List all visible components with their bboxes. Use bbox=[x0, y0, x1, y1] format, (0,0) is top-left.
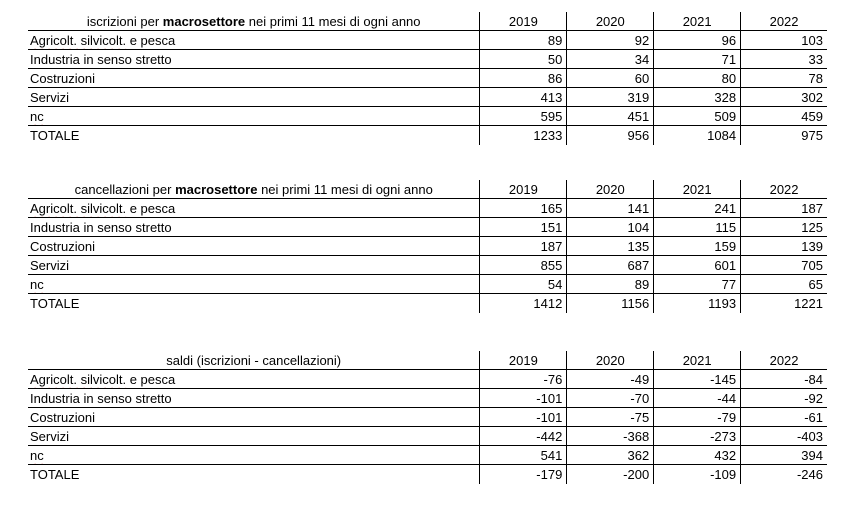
row-label: Industria in senso stretto bbox=[30, 220, 172, 235]
cell-value: 86 bbox=[479, 69, 566, 87]
table-total-row bbox=[28, 126, 827, 145]
cell-value: -92 bbox=[740, 389, 827, 407]
cell-value: -44 bbox=[653, 389, 740, 407]
cell-value: 855 bbox=[479, 256, 566, 274]
cell-value: 687 bbox=[566, 256, 653, 274]
row-label: TOTALE bbox=[30, 128, 80, 143]
table-title: cancellazioni per macrosettore nei primi 11 mesi di ogni anno bbox=[74, 182, 433, 197]
cell-value: -70 bbox=[566, 389, 653, 407]
table-row bbox=[28, 69, 827, 88]
cell-value: 413 bbox=[479, 88, 566, 106]
cell-value: 319 bbox=[566, 88, 653, 106]
cell-value: 103 bbox=[740, 31, 827, 49]
cell-value: 33 bbox=[740, 50, 827, 68]
cell-value: 302 bbox=[740, 88, 827, 106]
table-row bbox=[28, 199, 827, 218]
table-total-row bbox=[28, 294, 827, 313]
cell-value: 60 bbox=[566, 69, 653, 87]
table-saldi bbox=[28, 351, 827, 484]
cell-value: 362 bbox=[566, 446, 653, 464]
table-row bbox=[28, 31, 827, 50]
cell-value: -200 bbox=[566, 465, 653, 484]
table-title: iscrizioni per macrosettore nei primi 11 mesi di ogni anno bbox=[86, 14, 421, 29]
cell-value: 165 bbox=[479, 199, 566, 217]
cell-value: 595 bbox=[479, 107, 566, 125]
cell-value: -246 bbox=[740, 465, 827, 484]
row-label: Agricolt. silvicolt. e pesca bbox=[30, 33, 176, 48]
cell-value: -145 bbox=[653, 370, 740, 388]
year-header: 2022 bbox=[740, 12, 827, 30]
table-title: saldi (iscrizioni - cancellazioni) bbox=[166, 353, 342, 368]
cell-value: 1084 bbox=[653, 126, 740, 145]
cell-value: 71 bbox=[653, 50, 740, 68]
row-label: Costruzioni bbox=[30, 410, 96, 425]
cell-value: -101 bbox=[479, 389, 566, 407]
cell-value: 1156 bbox=[566, 294, 653, 313]
row-label: Costruzioni bbox=[30, 239, 96, 254]
table-row bbox=[28, 107, 827, 126]
year-header: 2021 bbox=[653, 12, 740, 30]
cell-value: 78 bbox=[740, 69, 827, 87]
cell-value: 509 bbox=[653, 107, 740, 125]
year-header: 2019 bbox=[479, 180, 566, 198]
cell-value: -368 bbox=[566, 427, 653, 445]
year-header: 2020 bbox=[566, 180, 653, 198]
row-label: Industria in senso stretto bbox=[30, 52, 172, 67]
year-header: 2020 bbox=[566, 12, 653, 30]
cell-value: -61 bbox=[740, 408, 827, 426]
row-label: Servizi bbox=[30, 90, 70, 105]
cell-value: 89 bbox=[479, 31, 566, 49]
cell-value: 459 bbox=[740, 107, 827, 125]
cell-value: 451 bbox=[566, 107, 653, 125]
row-label: nc bbox=[30, 277, 44, 292]
cell-value: -109 bbox=[653, 465, 740, 484]
row-label: Industria in senso stretto bbox=[30, 391, 172, 406]
cell-value: 705 bbox=[740, 256, 827, 274]
cell-value: 89 bbox=[566, 275, 653, 293]
row-label: Agricolt. silvicolt. e pesca bbox=[30, 201, 176, 216]
table-row bbox=[28, 427, 827, 446]
year-header: 2022 bbox=[740, 351, 827, 369]
cell-value: 77 bbox=[653, 275, 740, 293]
cell-value: 159 bbox=[653, 237, 740, 255]
year-header: 2019 bbox=[479, 12, 566, 30]
table-row bbox=[28, 389, 827, 408]
cell-value: 151 bbox=[479, 218, 566, 236]
cell-value: -273 bbox=[653, 427, 740, 445]
row-label: Servizi bbox=[30, 258, 70, 273]
cell-value: 541 bbox=[479, 446, 566, 464]
cell-value: 1193 bbox=[653, 294, 740, 313]
cell-value: -79 bbox=[653, 408, 740, 426]
cell-value: -49 bbox=[566, 370, 653, 388]
cell-value: -101 bbox=[479, 408, 566, 426]
table-row bbox=[28, 256, 827, 275]
row-label: Costruzioni bbox=[30, 71, 96, 86]
table-row bbox=[28, 275, 827, 294]
cell-value: 115 bbox=[653, 218, 740, 236]
table-row bbox=[28, 218, 827, 237]
table-header-row bbox=[28, 180, 827, 199]
table-row bbox=[28, 237, 827, 256]
row-label: Servizi bbox=[30, 429, 70, 444]
table-row bbox=[28, 446, 827, 465]
cell-value: 92 bbox=[566, 31, 653, 49]
cell-value: 187 bbox=[479, 237, 566, 255]
cell-value: 135 bbox=[566, 237, 653, 255]
table-row bbox=[28, 370, 827, 389]
cell-value: 1221 bbox=[740, 294, 827, 313]
cell-value: 1412 bbox=[479, 294, 566, 313]
cell-value: -442 bbox=[479, 427, 566, 445]
year-header: 2020 bbox=[566, 351, 653, 369]
year-header: 2021 bbox=[653, 351, 740, 369]
cell-value: 139 bbox=[740, 237, 827, 255]
cell-value: 50 bbox=[479, 50, 566, 68]
cell-value: 1233 bbox=[479, 126, 566, 145]
cell-value: -75 bbox=[566, 408, 653, 426]
year-header: 2019 bbox=[479, 351, 566, 369]
cell-value: 80 bbox=[653, 69, 740, 87]
cell-value: 141 bbox=[566, 199, 653, 217]
table-header-row bbox=[28, 351, 827, 370]
cell-value: 54 bbox=[479, 275, 566, 293]
cell-value: -403 bbox=[740, 427, 827, 445]
cell-value: 241 bbox=[653, 199, 740, 217]
cell-value: 328 bbox=[653, 88, 740, 106]
year-header: 2021 bbox=[653, 180, 740, 198]
cell-value: 65 bbox=[740, 275, 827, 293]
table-header-row bbox=[28, 12, 827, 31]
cell-value: -76 bbox=[479, 370, 566, 388]
cell-value: 187 bbox=[740, 199, 827, 217]
row-label: Agricolt. silvicolt. e pesca bbox=[30, 372, 176, 387]
cell-value: 104 bbox=[566, 218, 653, 236]
table-cancellazioni bbox=[28, 180, 827, 313]
cell-value: -84 bbox=[740, 370, 827, 388]
row-label: nc bbox=[30, 448, 44, 463]
cell-value: 956 bbox=[566, 126, 653, 145]
table-total-row bbox=[28, 465, 827, 484]
year-header: 2022 bbox=[740, 180, 827, 198]
table-row bbox=[28, 50, 827, 69]
cell-value: -179 bbox=[479, 465, 566, 484]
cell-value: 34 bbox=[566, 50, 653, 68]
table-row bbox=[28, 408, 827, 427]
row-label: TOTALE bbox=[30, 296, 80, 311]
cell-value: 96 bbox=[653, 31, 740, 49]
cell-value: 975 bbox=[740, 126, 827, 145]
row-label: nc bbox=[30, 109, 44, 124]
cell-value: 394 bbox=[740, 446, 827, 464]
table-row bbox=[28, 88, 827, 107]
cell-value: 125 bbox=[740, 218, 827, 236]
cell-value: 432 bbox=[653, 446, 740, 464]
cell-value: 601 bbox=[653, 256, 740, 274]
row-label: TOTALE bbox=[30, 467, 80, 482]
table-iscrizioni bbox=[28, 12, 827, 145]
